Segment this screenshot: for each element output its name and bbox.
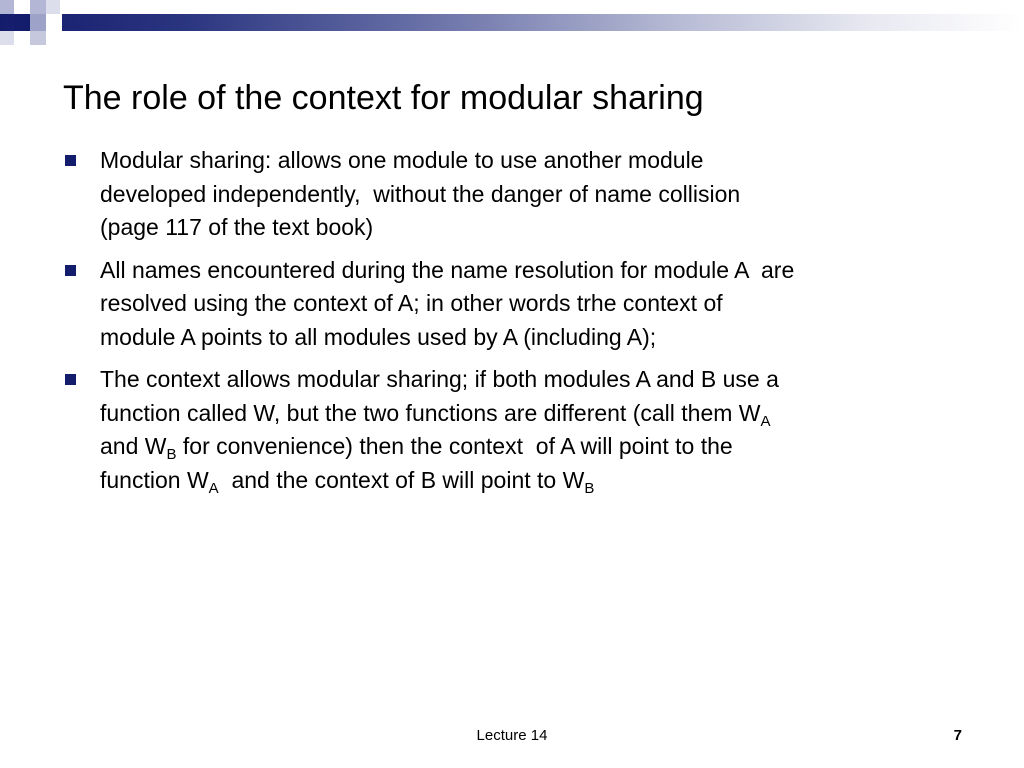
bullet-line: Modular sharing: allows one module to use another module: [100, 147, 704, 173]
subscript: A: [208, 479, 219, 497]
bullet-line: The context allows modular sharing; if both modules A and B use a: [100, 366, 779, 392]
line-text: function called W, but the two functions are different (call them W: [100, 399, 761, 426]
deco-square: [0, 31, 14, 45]
footer-label: Lecture 14: [476, 727, 548, 744]
subscript: A: [760, 412, 771, 430]
deco-square: [46, 14, 62, 31]
deco-square: [30, 0, 46, 14]
square-bullet-icon: [65, 155, 76, 166]
square-bullet-icon: [65, 265, 76, 276]
bullet-line: All names encountered during the name resolution for module A are: [100, 256, 795, 283]
bullet-list: [62, 144, 972, 506]
bullet-line: module A points to all modules used by A (including A);: [100, 323, 657, 350]
page-number: 7: [953, 727, 962, 744]
bullet-item: [62, 254, 972, 355]
deco-square: [46, 0, 60, 14]
square-bullet-icon: [65, 374, 76, 385]
line-text: for convenience) then the context of A will point to the: [176, 433, 733, 459]
subscript: B: [584, 479, 595, 497]
bullet-item: [62, 144, 972, 245]
line-text: and the context of B will point to W: [218, 466, 585, 493]
bullet-line: (page 117 of the text book): [100, 214, 374, 240]
bullet-line: [100, 464, 972, 498]
deco-square: [0, 0, 14, 14]
subscript: B: [166, 446, 177, 463]
line-text: function W: [100, 466, 209, 493]
header-gradient-bar: [0, 14, 1024, 31]
slide-title: The role of the context for modular sharing: [63, 79, 704, 117]
bullet-line: resolved using the context of A; in other words trhe context of: [100, 290, 723, 316]
deco-square: [30, 14, 46, 31]
bullet-line: [100, 397, 972, 431]
deco-square: [14, 14, 30, 31]
bullet-line: [100, 430, 972, 464]
header-decoration: [0, 0, 1024, 48]
bullet-item: [62, 363, 972, 497]
deco-square: [30, 31, 46, 45]
line-text: and W: [100, 433, 167, 459]
bullet-line: developed independently, without the danger of name collision: [100, 180, 741, 207]
